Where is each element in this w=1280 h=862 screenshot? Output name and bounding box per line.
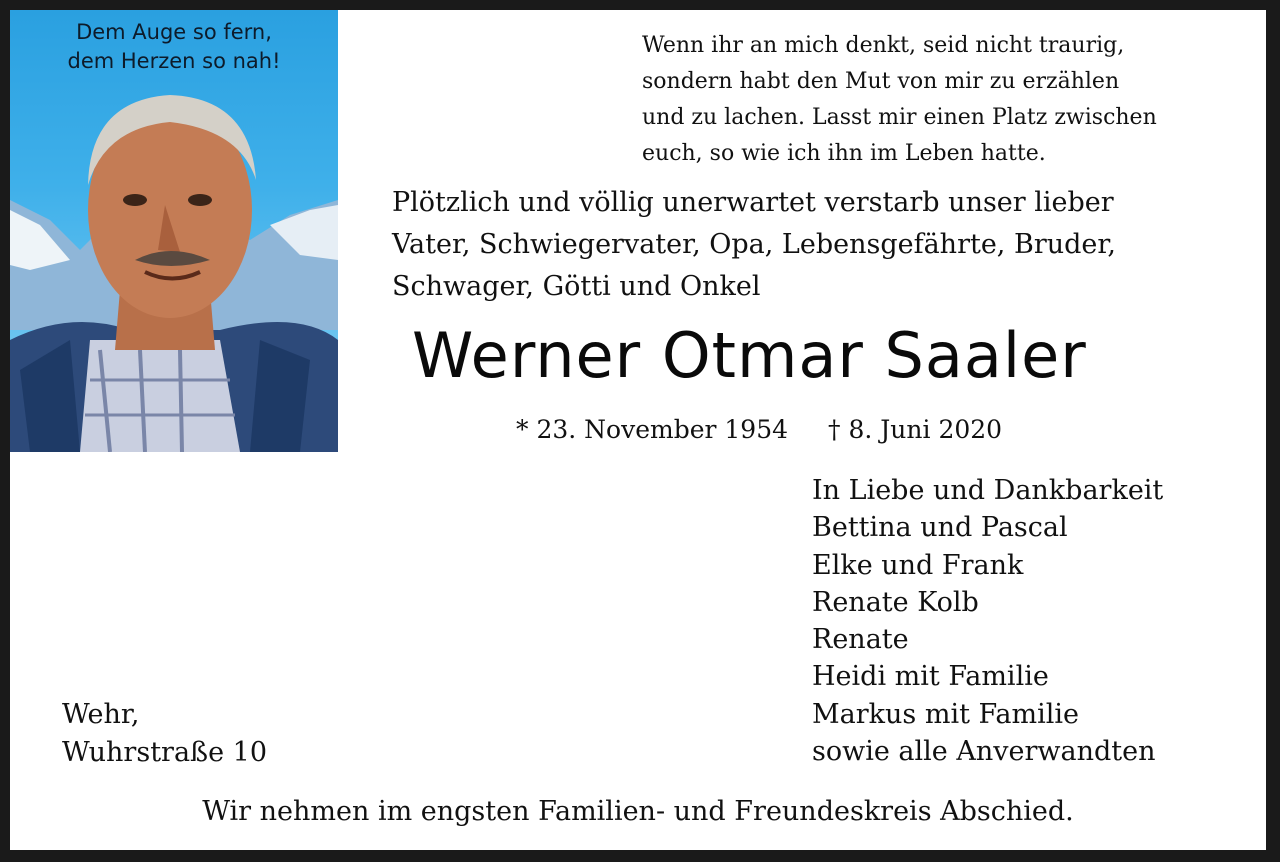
- photo-caption-line: Dem Auge so fern,: [76, 20, 272, 44]
- family-address: [62, 696, 267, 772]
- announcement-line: Plötzlich und völlig unerwartet verstarb unser lieber: [392, 187, 1114, 218]
- birth-date: * 23. November 1954: [516, 415, 789, 444]
- deceased-name: Werner Otmar Saaler: [412, 319, 1087, 392]
- announcement-line: Schwager, Götti und Onkel: [392, 271, 761, 302]
- mourner-line: Bettina und Pascal: [812, 512, 1068, 544]
- address-street: Wuhrstraße 10: [62, 737, 268, 768]
- address-city: Wehr,: [62, 699, 140, 730]
- quote-line: sondern habt den Mut von mir zu erzählen: [642, 69, 1120, 94]
- mourner-line: In Liebe und Dankbarkeit: [812, 475, 1164, 506]
- mourner-line: Markus mit Familie: [812, 698, 1079, 730]
- memorial-quote: [642, 28, 1242, 172]
- obituary-notice: [10, 10, 1266, 850]
- quote-line: Wenn ihr an mich denkt, seid nicht traurig,: [642, 33, 1125, 58]
- quote-line: euch, so wie ich ihn im Leben hatte.: [642, 141, 1046, 166]
- death-date: † 8. Juni 2020: [828, 415, 1003, 444]
- mourner-line: Renate Kolb: [812, 586, 979, 618]
- photo-caption-line: dem Herzen so nah!: [67, 49, 281, 73]
- mourner-line: Renate: [812, 624, 909, 656]
- announcement-line: Vater, Schwiegervater, Opa, Lebensgefährte, Bruder,: [392, 229, 1116, 260]
- mourner-line: Elke und Frank: [812, 549, 1024, 581]
- mourner-line: Heidi mit Familie: [812, 661, 1049, 693]
- life-dates: [516, 410, 1002, 450]
- death-announcement: [392, 182, 1252, 308]
- mourners-list: [812, 472, 1163, 770]
- quote-line: und zu lachen. Lasst mir einen Platz zwischen: [642, 105, 1157, 130]
- photo-caption: [10, 18, 338, 76]
- mourner-line: sowie alle Anverwandten: [812, 736, 1156, 768]
- farewell-note: Wir nehmen im engsten Familien- und Freundeskreis Abschied.: [202, 796, 1074, 827]
